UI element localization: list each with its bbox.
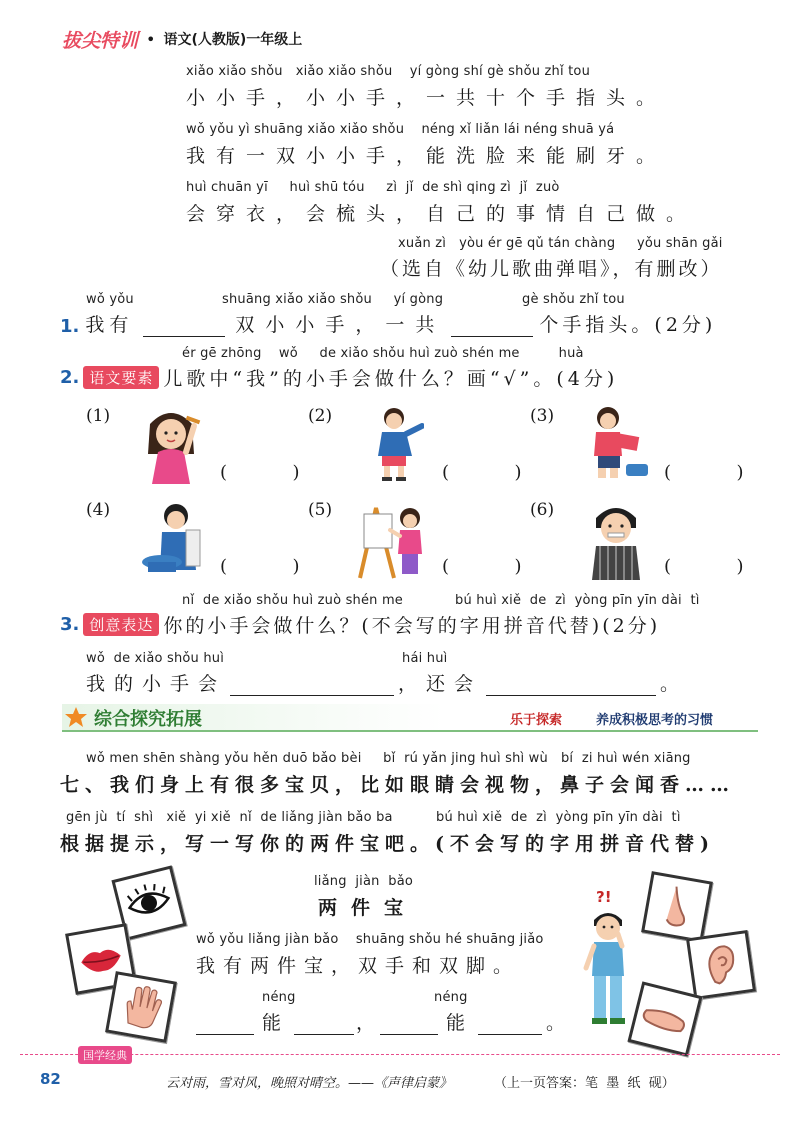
- q1-number: 1.: [60, 316, 80, 337]
- fill-row: [196, 1008, 570, 1035]
- star-icon: [64, 706, 88, 728]
- card-ear: [686, 930, 756, 1000]
- q1-text-c: 个手指头。(2分): [539, 314, 717, 336]
- fill-blank-4[interactable]: [478, 1016, 542, 1035]
- section-motto-a: 乐于探索: [510, 713, 563, 728]
- fill-blank-2[interactable]: [294, 1016, 354, 1035]
- fill-word-1: 能: [262, 1012, 287, 1034]
- footer-tag: 国学经典: [78, 1046, 132, 1064]
- q3-answer-row: [86, 669, 684, 696]
- q2-row: [60, 364, 618, 391]
- q2-answer-5[interactable]: ( ): [442, 556, 540, 577]
- q3-answer-text-b: ，还会: [398, 673, 483, 695]
- q2-option-label-5: (5): [308, 500, 333, 520]
- poem-source-pinyin: xuǎn zì yòu ér gē qǔ tán chàng yǒu shān gǎi: [398, 236, 723, 251]
- kid-mark: ?!: [596, 888, 612, 906]
- footer-quote: 云对雨，雪对风，晚照对晴空。——《声律启蒙》: [166, 1076, 453, 1091]
- box-title: 两件宝: [318, 897, 418, 919]
- q1-blank-2[interactable]: [451, 318, 533, 337]
- q1-text-a: 我有: [85, 314, 134, 336]
- header-dot: •: [146, 29, 156, 49]
- illustration-combing-hair: [136, 404, 206, 484]
- q1-row: [60, 310, 716, 337]
- q2-answer-1[interactable]: ( ): [220, 462, 318, 483]
- footer-answer: （上一页答案：笔 墨 纸 砚）: [494, 1076, 675, 1091]
- q3-answer-pinyin-a: wǒ de xiǎo shǒu huì: [86, 651, 225, 666]
- illustration-washing-face: [140, 500, 206, 578]
- brand-logo: 拔尖特训: [62, 29, 139, 52]
- q3-blank-2[interactable]: [486, 677, 656, 696]
- fill-pinyin-1: néng: [262, 990, 296, 1005]
- q2-answer-3[interactable]: ( ): [664, 462, 762, 483]
- q1-text-b: 双小小手，一共: [235, 314, 446, 336]
- q7-text-1: 七、我们身上有很多宝贝，比如眼睛会视物，鼻子会闻香……: [60, 774, 736, 796]
- card-hand: [105, 971, 177, 1043]
- fill-pinyin-2: néng: [434, 990, 468, 1005]
- ear-icon: [689, 933, 752, 996]
- q2-option-label-6: (6): [530, 500, 555, 520]
- section-motto-b: 养成积极思考的习惯: [596, 713, 714, 728]
- box-line: 我有两件宝，双手和双脚。: [196, 955, 521, 977]
- foot-icon: [631, 985, 699, 1053]
- fill-word-2: 能: [446, 1012, 471, 1034]
- poem-line3-text: 会穿衣，会梳头，自己的事情自己做。: [186, 203, 697, 225]
- footer-divider: [20, 1054, 780, 1055]
- q1-pinyin-c: gè shǒu zhǐ tou: [522, 292, 625, 307]
- q3-text: 你的小手会做什么？(不会写的字用拼音代替)(2分): [163, 615, 661, 637]
- q3-answer-text-a: 我的小手会: [86, 673, 227, 695]
- q1-pinyin-a: wǒ yǒu: [86, 292, 134, 307]
- q7-text-2: 根据提示，写一写你的两件宝吧。(不会写的字用拼音代替): [60, 833, 715, 855]
- q2-answer-2[interactable]: ( ): [442, 462, 540, 483]
- nose-icon: [645, 875, 710, 940]
- q7-pinyin-1: wǒ men shēn shàng yǒu hěn duō bǎo bèi bǐ rú yǎn jing huì shì wù bí zi huì wén xiāng: [86, 751, 691, 766]
- q3-tag: 创意表达: [83, 613, 159, 636]
- poem-source: （选自《幼儿歌曲弹唱》，有删改）: [380, 258, 723, 280]
- q1-blank-1[interactable]: [143, 318, 225, 337]
- poem-line2-pinyin: wǒ yǒu yì shuāng xiǎo xiǎo shǒu néng xǐ liǎn lái néng shuā yá: [186, 122, 615, 137]
- q2-option-label-4: (4): [86, 500, 111, 520]
- page-number: 82: [40, 1070, 61, 1088]
- q3-answer-pinyin-b: hái huì: [402, 651, 448, 666]
- poem-line1-text: 小小手，小小手，一共十个手指头。: [186, 87, 667, 109]
- q2-option-label-2: (2): [308, 406, 333, 426]
- illustration-thinking-boy: [580, 906, 636, 1028]
- hand-icon: [109, 975, 174, 1040]
- q3-answer-end: 。: [660, 673, 685, 695]
- card-nose: [641, 871, 713, 943]
- poem-line3-pinyin: huì chuān yī huì shū tóu zì jǐ de shì qing zì jǐ zuò: [186, 180, 560, 195]
- q2-text: 儿歌中“我”的小手会做什么？画“√”。(4分): [163, 368, 619, 390]
- illustration-drawing: [354, 500, 428, 580]
- q2-tag: 语文要素: [83, 366, 159, 389]
- fill-period: 。: [546, 1012, 571, 1034]
- box-title-pinyin: liǎng jiàn bǎo: [314, 874, 414, 889]
- section-title: 综合探究拓展: [94, 709, 202, 730]
- illustration-brushing-teeth: [586, 500, 646, 580]
- q2-pinyin: ér gē zhōng wǒ de xiǎo shǒu huì zuò shén me huà: [182, 346, 584, 361]
- fill-blank-3[interactable]: [380, 1016, 438, 1035]
- poem-line2-text: 我有一双小小手，能洗脸来能刷牙。: [186, 145, 667, 167]
- illustration-washing-clothes: [586, 404, 650, 482]
- illustration-putting-on-clothes: [372, 404, 424, 482]
- box-line-pinyin: wǒ yǒu liǎng jiàn bǎo shuāng shǒu hé shuāng jiǎo: [196, 932, 544, 947]
- header-subject: 语文(人教版)一年级上: [163, 32, 303, 48]
- q2-number: 2.: [60, 367, 80, 388]
- q3-number: 3.: [60, 614, 80, 635]
- q1-pinyin-b: shuāng xiǎo xiǎo shǒu yí gòng: [222, 292, 444, 307]
- q2-option-label-3: (3): [530, 406, 555, 426]
- q7-pinyin-2: gēn jù tí shì xiě yi xiě nǐ de liǎng jiàn bǎo ba bú huì xiě de zì yòng pīn yīn dài tì: [66, 810, 681, 825]
- q2-answer-4[interactable]: ( ): [220, 556, 318, 577]
- section-banner: [62, 704, 758, 732]
- fill-comma: ，: [356, 1012, 381, 1034]
- q3-row: [60, 611, 660, 638]
- poem-line1-pinyin: xiǎo xiǎo shǒu xiǎo xiǎo shǒu yí gòng shí gè shǒu zhǐ tou: [186, 64, 591, 79]
- fill-blank-1[interactable]: [196, 1016, 254, 1035]
- card-foot: [627, 981, 702, 1056]
- q3-pinyin: nǐ de xiǎo shǒu huì zuò shén me bú huì xiě de zì yòng pīn yīn dài tì: [182, 593, 700, 608]
- header: [62, 26, 302, 52]
- q3-blank-1[interactable]: [230, 677, 394, 696]
- q2-answer-6[interactable]: ( ): [664, 556, 762, 577]
- q2-option-label-1: (1): [86, 406, 111, 426]
